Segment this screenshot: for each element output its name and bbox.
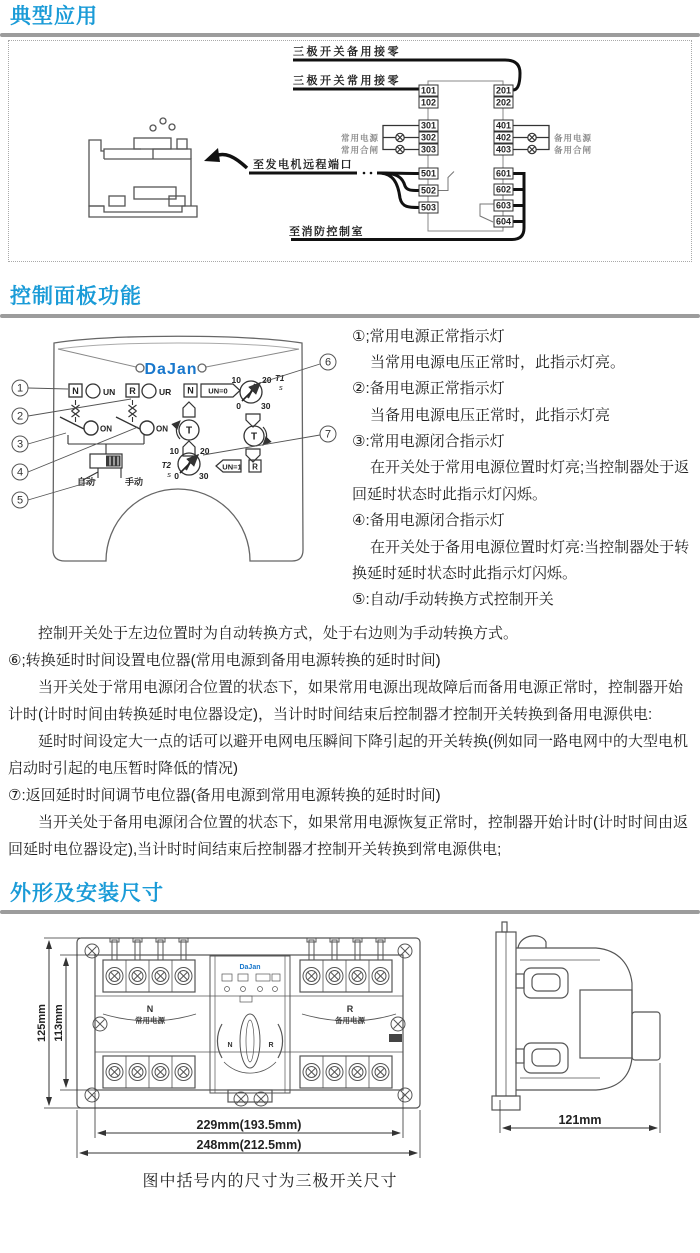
rating-badge [389, 1034, 402, 1042]
knob-scale: 20 [262, 374, 272, 385]
terminal-number: 503 [420, 202, 437, 213]
n-box-label: N [187, 385, 194, 395]
generator-icon [89, 118, 197, 217]
front-view-drawing [25, 918, 465, 1163]
wiring-diagram [9, 41, 693, 261]
auto-label: 自动 [76, 476, 95, 487]
lamp-icon [528, 146, 536, 154]
paragraph: ⑥;转换延时时间设置电位器(常用电源到备用电源转换的延时时间) [8, 651, 441, 669]
controller-outline [428, 81, 503, 231]
on-label: ON [156, 424, 168, 433]
un0-label: UN=0 [208, 386, 228, 395]
front-backup-label: 备用电源 [335, 1016, 365, 1026]
up-arrow-icon [183, 402, 195, 417]
desc-body: 当常用电源电压正常时，此指示灯亮。 [370, 353, 626, 371]
terminal-number: 604 [495, 216, 512, 227]
on-switches [60, 417, 154, 454]
handle-r: R [268, 1042, 274, 1050]
normal-neutral-label: 三极开关常用接零 [293, 75, 401, 88]
function-paragraphs [8, 620, 690, 863]
wire-dot [370, 172, 373, 175]
lamp-circuits [383, 126, 549, 150]
backup-neutral-label: 三极开关备用接零 [293, 46, 401, 59]
t1-knob [240, 381, 262, 403]
height-inner-dim: 113mm [53, 1004, 65, 1042]
manual-label: 手动 [125, 476, 144, 487]
knob-scale: 20 [200, 445, 210, 456]
control-panel-drawing [8, 322, 348, 592]
t-label: T [250, 431, 258, 442]
knob-scale: 30 [199, 470, 209, 481]
lamp-icon [396, 134, 404, 142]
wire-dot [363, 172, 366, 175]
terminal-number: 301 [420, 120, 437, 131]
section-title-control-panel: 控制面板功能 [10, 285, 142, 309]
gen-port-wires [249, 173, 419, 208]
t1-label: T1 [275, 373, 285, 383]
terminal-number: 601 [495, 168, 512, 179]
paragraph: 延时时间设定大一点的话可以避开电网电压瞬间下降引起的开关转换(例如同一路电网中的大型电机启动时引起的电压暂时降低的情况) [8, 732, 688, 777]
on-label: ON [100, 424, 112, 433]
handle-n: N [227, 1042, 233, 1050]
r-box-label: R [252, 462, 258, 471]
down-arrow-icon [246, 414, 260, 427]
t2-label: T2 [161, 460, 171, 470]
paragraph: 当开关处于常用电源闭合位置的状态下，如果常用电源出现故障后而备用电源正常时，控制器开始计时(计时时间由转换延时电位器设定)，当计时时间结束后控制器才控制开关转换到备用电源供电: [8, 678, 684, 723]
callout-2: 2 [16, 410, 24, 422]
paragraph: 当开关处于备用电源闭合位置的状态下，如果常用电源恢复正常时，控制器开始计时(计时时间由返回延时电位器设定),当计时时间结束后控制器才控制开关转换到常电源供电; [8, 813, 688, 858]
un-label: UN [103, 386, 116, 397]
terminal-number: 403 [495, 144, 512, 155]
paragraph: 控制开关处于左边位置时为自动转换方式，处于右边则为手动转换方式。 [38, 624, 519, 642]
height-outer-dim: 125mm [36, 1004, 48, 1043]
terminal-number: 202 [495, 97, 512, 108]
section-rule [0, 910, 700, 914]
callout-5: 5 [16, 494, 24, 506]
knob-scale: 30 [261, 400, 271, 411]
dimension-drawings [0, 918, 700, 1166]
ur-label: UR [159, 386, 172, 397]
side-body [492, 922, 660, 1110]
brand-logo: DaJan [144, 360, 198, 378]
n-indicator-label: N [72, 385, 79, 396]
desc-head: ①;常用电源正常指示灯 [352, 327, 505, 345]
front-r-label: R [346, 1004, 354, 1015]
terminal-number: 502 [420, 185, 437, 196]
knob-scale: 10 [169, 445, 179, 456]
terminal-number: 603 [495, 200, 512, 211]
knob-scale: 10 [231, 374, 241, 385]
panel-row [0, 322, 700, 614]
front-normal-label: 常用电源 [135, 1016, 165, 1026]
terminal-number: 201 [495, 85, 512, 96]
desc-head: ③:常用电源闭合指示灯 [352, 433, 505, 451]
section-title-dimensions: 外形及安装尺寸 [10, 881, 164, 905]
r-indicator-label: R [129, 385, 136, 396]
front-brand-logo: DaJan [239, 964, 261, 972]
fire-room-label: 至消防控制室 [289, 226, 364, 239]
t-label: T [185, 425, 193, 436]
wiring-diagram-box [8, 40, 692, 262]
front-n-label: N [146, 1004, 154, 1015]
desc-body: 在开关处于备用电源位置时灯亮:当控制器处于转换延时延时状态时此指示灯闪烁。 [352, 538, 690, 583]
arrowhead [204, 148, 220, 162]
width-outer-dim: 248mm(212.5mm) [196, 1138, 302, 1153]
side-view-drawing [468, 918, 698, 1163]
desc-head: ⑤:自动/手动转换方式控制开关 [352, 591, 554, 609]
backup-close-label: 备用合闸 [554, 145, 593, 156]
terminal-columns [419, 85, 513, 227]
desc-head: ②:备用电源正常指示灯 [352, 380, 505, 398]
terminal-number: 602 [495, 184, 512, 195]
knob-scale: 0 [174, 470, 179, 481]
terminal-number: 303 [420, 144, 437, 155]
normal-close-label: 常用合闸 [340, 145, 379, 156]
section-title-typical-application: 典型应用 [10, 5, 98, 28]
internal-contacts [438, 172, 494, 223]
figure-caption: 图中括号内的尺寸为三极开关尺寸 [142, 1173, 398, 1191]
knob-scale: 0 [236, 400, 241, 411]
terminal-number: 102 [420, 97, 437, 108]
terminal-number: 101 [420, 85, 437, 96]
un1-label: UN=1 [222, 462, 242, 471]
terminal-pins [110, 938, 385, 960]
normal-power-label: 常用电源 [340, 133, 379, 144]
paragraph: ⑦:返回延时时间调节电位器(备用电源到常用电源转换的延时时间) [8, 786, 441, 804]
callout-1: 1 [16, 382, 24, 394]
lamp-icon [396, 146, 404, 154]
callout-descriptions [348, 322, 700, 614]
gen-port-label: 至发电机远程端口 [253, 159, 353, 172]
caption-wrap [0, 1168, 540, 1191]
section-rule [0, 33, 700, 37]
callout-6: 6 [324, 356, 332, 368]
terminal-number: 501 [420, 168, 437, 179]
desc-head: ④:备用电源闭合指示灯 [352, 512, 505, 530]
width-inner-dim: 229mm(193.5mm) [196, 1118, 302, 1133]
section-rule [0, 314, 700, 318]
callout-4: 4 [16, 466, 24, 478]
terminal-number: 302 [420, 132, 437, 143]
callout-7: 7 [324, 428, 332, 440]
terminal-number: 401 [495, 120, 512, 131]
seconds-label: s [167, 469, 171, 479]
terminal-number: 402 [495, 132, 512, 143]
backup-power-label: 备用电源 [554, 133, 593, 144]
seconds-label: s [279, 382, 283, 392]
desc-body: 在开关处于常用电源位置时灯亮;当控制器处于返回延时状态时此指示灯闪烁。 [352, 459, 690, 503]
depth-dim: 121mm [558, 1113, 602, 1128]
callout-3: 3 [16, 438, 24, 450]
terminal-column-left [419, 85, 438, 213]
lamp-icon [528, 134, 536, 142]
desc-body: 当备用电源电压正常时，此指示灯亮 [370, 406, 611, 424]
center-module [210, 956, 290, 1093]
